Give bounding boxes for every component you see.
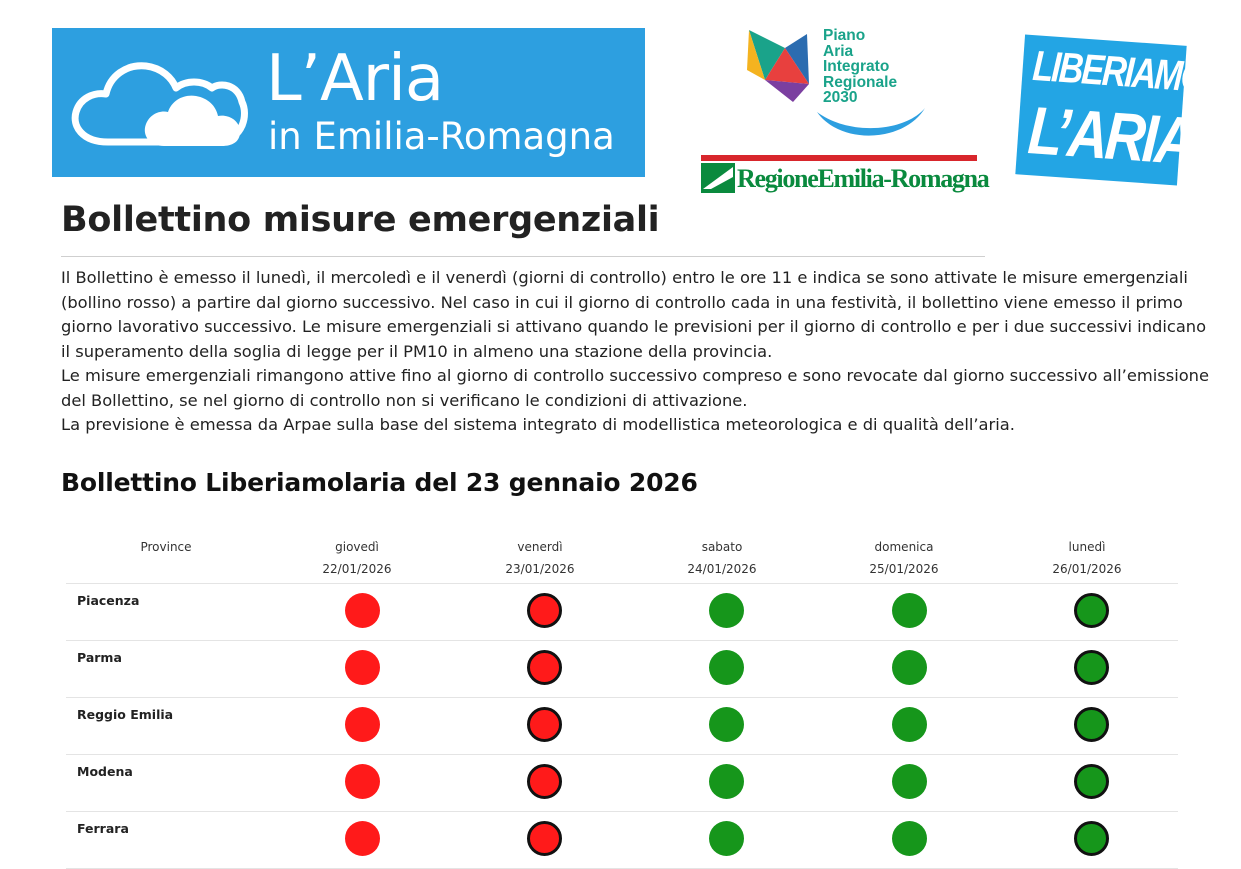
red-status-dot bbox=[527, 821, 562, 856]
column-header-day bbox=[844, 536, 964, 580]
table-row bbox=[66, 755, 1178, 812]
column-header-day bbox=[297, 536, 417, 580]
green-status-dot bbox=[1074, 593, 1109, 628]
column-header-day bbox=[662, 536, 782, 580]
province-name: Ferrara bbox=[77, 821, 129, 836]
banner-subtitle: in Emilia-Romagna bbox=[268, 115, 615, 158]
green-status-dot bbox=[1074, 821, 1109, 856]
province-name: Modena bbox=[77, 764, 133, 779]
day-date: 22/01/2026 bbox=[322, 562, 392, 576]
green-status-dot bbox=[892, 707, 927, 742]
red-status-dot bbox=[527, 650, 562, 685]
cloud-icon bbox=[68, 54, 250, 150]
table-header bbox=[66, 526, 1178, 584]
intro-paragraph: Il Bollettino è emesso il lunedì, il mercoledì e il venerdì (giorni di controllo) entro le ore 11 e indica se sono attivate le misure emergenziali (bollino rosso) a partire dal giorno successivo. Nel caso in cui il giorno di controllo cada in una festività, il bollettino viene emesso il primo giorno lavorativo successivo. Le misure emergenziali si attivano quando le previsioni per il giorno di controllo e per i due successivi indicano il superamento della soglia di legge per il PM10 in almeno una stazione della provincia. bbox=[61, 268, 1207, 361]
liberiamo-line2: L’ARIA bbox=[1025, 91, 1196, 179]
red-status-dot bbox=[345, 821, 380, 856]
green-status-dot bbox=[892, 821, 927, 856]
header-banner bbox=[52, 28, 645, 177]
liberiamo-aria-logo bbox=[1015, 35, 1207, 186]
page-title: Bollettino misure emergenziali bbox=[61, 200, 660, 240]
green-status-dot bbox=[709, 650, 744, 685]
piano-line: Integrato bbox=[823, 58, 890, 75]
piano-line: 2030 bbox=[823, 89, 858, 106]
intro-paragraph: La previsione è emessa da Arpae sulla base del sistema integrato di modellistica meteorologica e di qualità dell’aria. bbox=[61, 415, 1015, 434]
day-name: domenica bbox=[874, 540, 934, 554]
green-status-dot bbox=[709, 707, 744, 742]
green-status-dot bbox=[1074, 707, 1109, 742]
day-name: lunedì bbox=[1068, 540, 1106, 554]
day-date: 26/01/2026 bbox=[1052, 562, 1122, 576]
green-status-dot bbox=[892, 650, 927, 685]
red-status-dot bbox=[345, 764, 380, 799]
bulletin-title: Bollettino Liberiamolaria del 23 gennaio 2026 bbox=[61, 468, 698, 497]
day-name: sabato bbox=[701, 540, 743, 554]
intro-paragraph: Le misure emergenziali rimangono attive fino al giorno di controllo successivo compreso e sono revocate dal giorno successivo all’emissione del Bollettino, se nel giorno di controllo non si verificano le condizioni di attivazione. bbox=[61, 366, 1210, 410]
green-status-dot bbox=[709, 764, 744, 799]
red-status-dot bbox=[527, 764, 562, 799]
table-row bbox=[66, 698, 1178, 755]
day-date: 25/01/2026 bbox=[869, 562, 939, 576]
day-date: 23/01/2026 bbox=[505, 562, 575, 576]
bulletin-table bbox=[66, 526, 1178, 869]
red-status-dot bbox=[527, 593, 562, 628]
day-date: 24/01/2026 bbox=[687, 562, 757, 576]
day-name: giovedì bbox=[335, 540, 379, 554]
column-header-day bbox=[480, 536, 600, 580]
green-status-dot bbox=[1074, 764, 1109, 799]
day-name: venerdì bbox=[517, 540, 563, 554]
province-name: Reggio Emilia bbox=[77, 707, 174, 722]
green-status-dot bbox=[892, 593, 927, 628]
green-status-dot bbox=[1074, 650, 1109, 685]
piano-line: Aria bbox=[823, 42, 854, 60]
title-divider bbox=[61, 256, 985, 257]
column-header-day bbox=[1027, 536, 1147, 580]
province-name: Piacenza bbox=[77, 593, 140, 608]
region-name: RegioneEmilia-Romagna bbox=[737, 164, 989, 193]
red-status-dot bbox=[345, 650, 380, 685]
region-flag-icon bbox=[701, 163, 735, 193]
intro-text bbox=[61, 266, 1211, 438]
table-row bbox=[66, 641, 1178, 698]
region-red-bar bbox=[701, 155, 977, 161]
province-name: Parma bbox=[77, 650, 122, 665]
green-status-dot bbox=[709, 821, 744, 856]
red-status-dot bbox=[345, 707, 380, 742]
table-body bbox=[66, 584, 1178, 869]
table-row bbox=[66, 812, 1178, 869]
column-header-province bbox=[104, 536, 228, 558]
table-row bbox=[66, 584, 1178, 641]
regione-emilia-romagna-logo bbox=[701, 155, 989, 197]
banner-title: L’Aria bbox=[266, 42, 444, 116]
piano-line: Regionale bbox=[823, 73, 898, 91]
piano-line: Piano bbox=[823, 27, 866, 44]
liberiamo-line1: LIBERIAMO bbox=[1031, 42, 1207, 102]
piano-aria-text bbox=[823, 28, 897, 106]
province-header: Province bbox=[140, 540, 192, 554]
red-status-dot bbox=[527, 707, 562, 742]
green-status-dot bbox=[892, 764, 927, 799]
green-status-dot bbox=[709, 593, 744, 628]
red-status-dot bbox=[345, 593, 380, 628]
